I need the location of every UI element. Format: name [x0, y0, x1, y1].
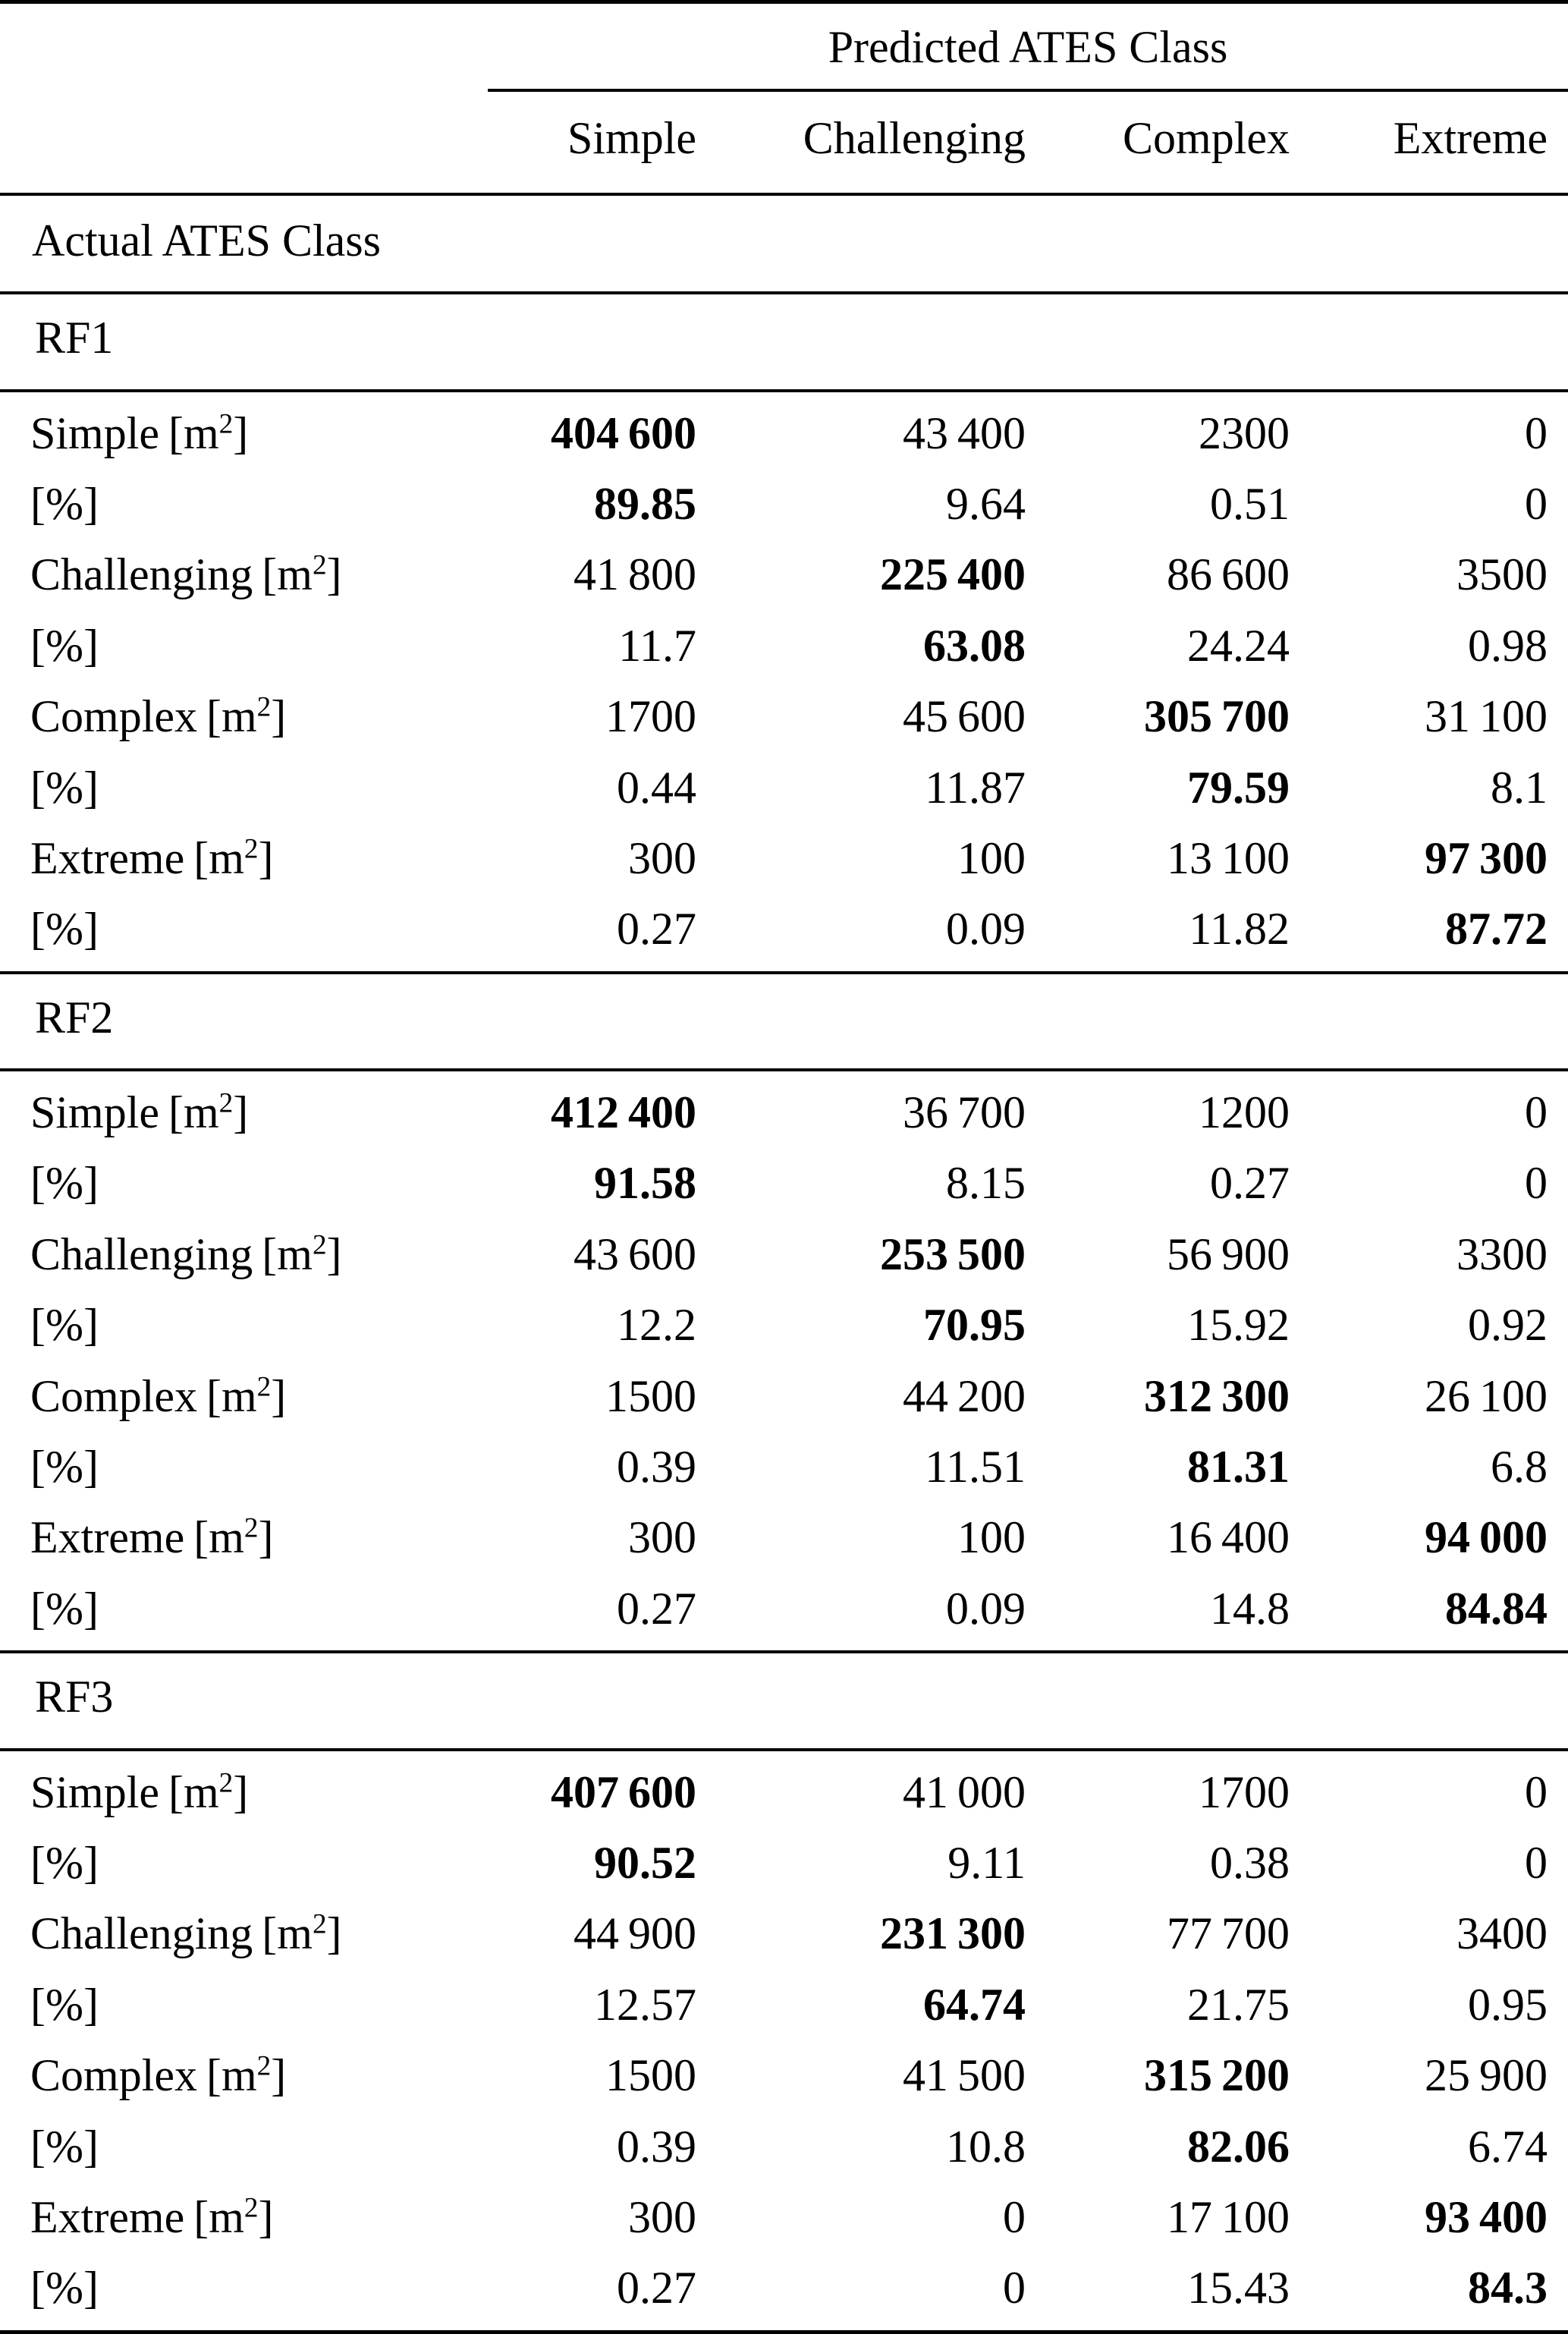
value-cell: 2300 [1199, 407, 1290, 458]
value-cell: 45 600 [902, 691, 1026, 742]
value-cell: 0.39 [617, 2121, 696, 2172]
value-cell: 43 600 [573, 1228, 696, 1279]
value-cell: 300 [628, 832, 696, 883]
data-row [0, 469, 1568, 539]
row-label-percent: [%] [30, 1442, 99, 1493]
data-row [0, 1970, 1568, 2040]
value-cell: 100 [957, 832, 1026, 883]
section-label-rf3: RF3 [0, 1652, 1568, 1749]
value-cell: 0.38 [1210, 1837, 1290, 1888]
data-row [0, 2040, 1568, 2111]
row-class-label: Complex [30, 691, 197, 742]
area-unit-exponent: 2 [218, 408, 234, 440]
value-cell: 312 300 [1143, 1370, 1290, 1421]
value-cell: 0.39 [617, 1442, 696, 1493]
value-cell: 15.92 [1187, 1300, 1290, 1351]
area-unit-open: [m [262, 1908, 313, 1959]
value-cell: 0 [1525, 1766, 1548, 1817]
area-unit-close: ] [271, 2050, 287, 2101]
row-class-label: Extreme [30, 1512, 185, 1563]
data-row [0, 1148, 1568, 1219]
area-unit-close: ] [258, 2191, 274, 2242]
section-label-rf1: RF1 [0, 293, 1568, 390]
row-class-label: Simple [30, 407, 160, 458]
value-cell: 9.64 [946, 478, 1026, 529]
value-cell: 0.27 [1210, 1158, 1290, 1209]
row-label-percent: [%] [30, 1300, 99, 1351]
area-unit-close: ] [233, 1087, 249, 1138]
data-row [0, 1574, 1568, 1652]
value-cell: 79.59 [1187, 762, 1290, 813]
value-cell: 0 [1003, 2191, 1026, 2242]
value-cell: 21.75 [1187, 1979, 1290, 2030]
value-cell: 300 [628, 2191, 696, 2242]
row-class-label: Challenging [30, 1908, 253, 1959]
row-label-area [0, 391, 488, 469]
col-header-challenging: Challenging [696, 90, 1026, 193]
value-cell: 231 300 [879, 1908, 1026, 1959]
row-label-percent: [%] [30, 762, 99, 813]
area-unit-exponent: 2 [244, 2192, 259, 2224]
row-class-label: Simple [30, 1766, 160, 1817]
value-cell: 0.27 [617, 2263, 696, 2314]
area-unit-exponent: 2 [312, 1229, 327, 1261]
value-cell: 11.82 [1189, 904, 1290, 955]
value-cell: 24.24 [1187, 620, 1290, 671]
row-label-area [0, 539, 488, 610]
value-cell: 0.44 [617, 762, 696, 813]
value-cell: 16 400 [1166, 1512, 1290, 1563]
row-class-label: Extreme [30, 2191, 185, 2242]
area-unit-open: [m [193, 2191, 244, 2242]
value-cell: 315 200 [1143, 2050, 1290, 2101]
area-unit-close: ] [326, 1908, 342, 1959]
value-cell: 84.84 [1445, 1583, 1548, 1634]
area-unit-close: ] [258, 832, 274, 883]
area-unit-close: ] [258, 1512, 274, 1563]
value-cell: 0 [1525, 1087, 1548, 1138]
row-label-percent: [%] [30, 904, 99, 955]
area-unit-exponent: 2 [244, 833, 259, 865]
value-cell: 100 [957, 1512, 1026, 1563]
value-cell: 90.52 [594, 1837, 696, 1888]
row-label-percent: [%] [30, 1583, 99, 1634]
value-cell: 404 600 [550, 407, 696, 458]
empty-corner-cell [0, 90, 488, 193]
value-cell: 3400 [1456, 1908, 1548, 1959]
value-cell: 91.58 [594, 1158, 696, 1209]
value-cell: 77 700 [1166, 1908, 1290, 1959]
value-cell: 0 [1003, 2263, 1026, 2314]
area-unit-open: [m [206, 1370, 257, 1421]
value-cell: 300 [628, 1512, 696, 1563]
area-unit-exponent: 2 [256, 691, 272, 723]
data-row [0, 1502, 1568, 1573]
row-label-percent: [%] [30, 2121, 99, 2172]
value-cell: 17 100 [1166, 2191, 1290, 2242]
value-cell: 31 100 [1425, 691, 1548, 742]
area-unit-open: [m [206, 2050, 257, 2101]
row-class-label: Challenging [30, 1228, 253, 1279]
value-cell: 63.08 [923, 620, 1026, 671]
data-row [0, 753, 1568, 823]
value-cell: 0.27 [617, 904, 696, 955]
row-label-area [0, 2182, 488, 2253]
col-header-simple: Simple [488, 90, 696, 193]
value-cell: 14.8 [1210, 1583, 1290, 1634]
data-row [0, 1361, 1568, 1432]
area-unit-exponent: 2 [256, 1371, 272, 1403]
section-row-rf3 [0, 1652, 1568, 1749]
row-label-area [0, 1898, 488, 1969]
value-cell: 0.09 [946, 1583, 1026, 1634]
section-label-rf2: RF2 [0, 973, 1568, 1070]
value-cell: 86 600 [1166, 549, 1290, 600]
area-unit-open: [m [193, 832, 244, 883]
data-row [0, 823, 1568, 894]
area-unit-open: [m [193, 1512, 244, 1563]
area-unit-close: ] [233, 1766, 249, 1817]
data-row [0, 1219, 1568, 1290]
value-cell: 97 300 [1425, 832, 1548, 883]
row-label-area [0, 681, 488, 752]
area-unit-open: [m [168, 407, 219, 458]
area-unit-close: ] [271, 1370, 287, 1421]
data-row [0, 1432, 1568, 1502]
value-cell: 87.72 [1445, 904, 1548, 955]
value-cell: 9.11 [947, 1837, 1026, 1888]
area-unit-exponent: 2 [218, 1087, 234, 1119]
row-label-area [0, 2040, 488, 2111]
value-cell: 11.7 [618, 620, 696, 671]
data-row [0, 2182, 1568, 2253]
data-row [0, 1290, 1568, 1360]
row-label-percent: [%] [30, 478, 99, 529]
value-cell: 89.85 [594, 478, 696, 529]
row-class-label: Extreme [30, 832, 185, 883]
section-row-rf2 [0, 973, 1568, 1070]
area-unit-exponent: 2 [312, 549, 327, 581]
value-cell: 25 900 [1425, 2050, 1548, 2101]
row-label-area [0, 823, 488, 894]
data-row [0, 681, 1568, 752]
value-cell: 44 900 [573, 1908, 696, 1959]
data-row [0, 539, 1568, 610]
value-cell: 305 700 [1143, 691, 1290, 742]
row-label-percent: [%] [30, 1158, 99, 1209]
value-cell: 56 900 [1166, 1228, 1290, 1279]
area-unit-close: ] [326, 549, 342, 600]
value-cell: 84.3 [1468, 2263, 1548, 2314]
value-cell: 6.8 [1491, 1442, 1548, 1493]
area-unit-close: ] [233, 407, 249, 458]
row-label-percent: [%] [30, 1979, 99, 2030]
value-cell: 0 [1525, 1158, 1548, 1209]
row-group-header: Actual ATES Class [0, 194, 1568, 293]
data-row [0, 2253, 1568, 2332]
value-cell: 0.51 [1210, 478, 1290, 529]
value-cell: 225 400 [879, 549, 1026, 600]
col-header-extreme: Extreme [1290, 90, 1568, 193]
row-label-area [0, 1502, 488, 1573]
value-cell: 44 200 [902, 1370, 1026, 1421]
area-unit-open: [m [168, 1087, 219, 1138]
area-unit-open: [m [168, 1766, 219, 1817]
row-label-area [0, 1750, 488, 1828]
value-cell: 11.51 [925, 1442, 1026, 1493]
row-label-area [0, 1219, 488, 1290]
value-cell: 1500 [605, 2050, 696, 2101]
row-group-header-row [0, 194, 1568, 293]
value-cell: 0.95 [1468, 1979, 1548, 2030]
value-cell: 41 800 [573, 549, 696, 600]
column-header-row [0, 90, 1568, 193]
value-cell: 15.43 [1187, 2263, 1290, 2314]
area-unit-close: ] [271, 691, 287, 742]
row-class-label: Simple [30, 1087, 160, 1138]
data-row [0, 1898, 1568, 1969]
value-cell: 0.98 [1468, 620, 1548, 671]
value-cell: 8.1 [1491, 762, 1548, 813]
value-cell: 64.74 [923, 1979, 1026, 2030]
value-cell: 82.06 [1187, 2121, 1290, 2172]
value-cell: 407 600 [550, 1766, 696, 1817]
value-cell: 81.31 [1187, 1442, 1290, 1493]
spanner-row [0, 2, 1568, 91]
value-cell: 412 400 [550, 1087, 696, 1138]
area-unit-open: [m [262, 1228, 313, 1279]
row-label-percent: [%] [30, 620, 99, 671]
col-header-complex: Complex [1026, 90, 1290, 193]
value-cell: 11.87 [925, 762, 1026, 813]
row-label-percent: [%] [30, 1837, 99, 1888]
value-cell: 41 500 [902, 2050, 1026, 2101]
data-row [0, 1828, 1568, 1898]
value-cell: 0 [1525, 1837, 1548, 1888]
data-row [0, 391, 1568, 469]
value-cell: 94 000 [1425, 1512, 1548, 1563]
value-cell: 6.74 [1468, 2121, 1548, 2172]
value-cell: 3300 [1456, 1228, 1548, 1279]
value-cell: 41 000 [902, 1766, 1026, 1817]
value-cell: 1700 [1199, 1766, 1290, 1817]
area-unit-open: [m [262, 549, 313, 600]
area-unit-exponent: 2 [312, 1908, 327, 1940]
value-cell: 36 700 [902, 1087, 1026, 1138]
value-cell: 10.8 [946, 2121, 1026, 2172]
row-class-label: Complex [30, 1370, 197, 1421]
value-cell: 253 500 [879, 1228, 1026, 1279]
data-row [0, 2112, 1568, 2182]
value-cell: 0.92 [1468, 1300, 1548, 1351]
area-unit-exponent: 2 [244, 1512, 259, 1544]
data-row [0, 1750, 1568, 1828]
row-class-label: Complex [30, 2050, 197, 2101]
value-cell: 26 100 [1425, 1370, 1548, 1421]
data-row [0, 1070, 1568, 1148]
data-row [0, 894, 1568, 972]
value-cell: 0.27 [617, 1583, 696, 1634]
area-unit-open: [m [206, 691, 257, 742]
value-cell: 1500 [605, 1370, 696, 1421]
value-cell: 0 [1525, 407, 1548, 458]
area-unit-close: ] [326, 1228, 342, 1279]
value-cell: 1700 [605, 691, 696, 742]
area-unit-exponent: 2 [256, 2050, 272, 2082]
data-row [0, 611, 1568, 681]
section-row-rf1 [0, 293, 1568, 390]
value-cell: 70.95 [923, 1300, 1026, 1351]
row-label-percent: [%] [30, 2263, 99, 2314]
table-body [0, 293, 1568, 2332]
value-cell: 43 400 [902, 407, 1026, 458]
spanner-predicted-ates-class: Predicted ATES Class [488, 2, 1568, 91]
value-cell: 1200 [1199, 1087, 1290, 1138]
value-cell: 8.15 [946, 1158, 1026, 1209]
area-unit-exponent: 2 [218, 1767, 234, 1799]
value-cell: 93 400 [1425, 2191, 1548, 2242]
value-cell: 12.2 [617, 1300, 696, 1351]
value-cell: 12.57 [594, 1979, 696, 2030]
value-cell: 13 100 [1166, 832, 1290, 883]
value-cell: 0 [1525, 478, 1548, 529]
row-class-label: Challenging [30, 549, 253, 600]
value-cell: 3500 [1456, 549, 1548, 600]
row-label-area [0, 1361, 488, 1432]
value-cell: 0.09 [946, 904, 1026, 955]
row-label-area [0, 1070, 488, 1148]
empty-corner-cell [0, 2, 488, 91]
